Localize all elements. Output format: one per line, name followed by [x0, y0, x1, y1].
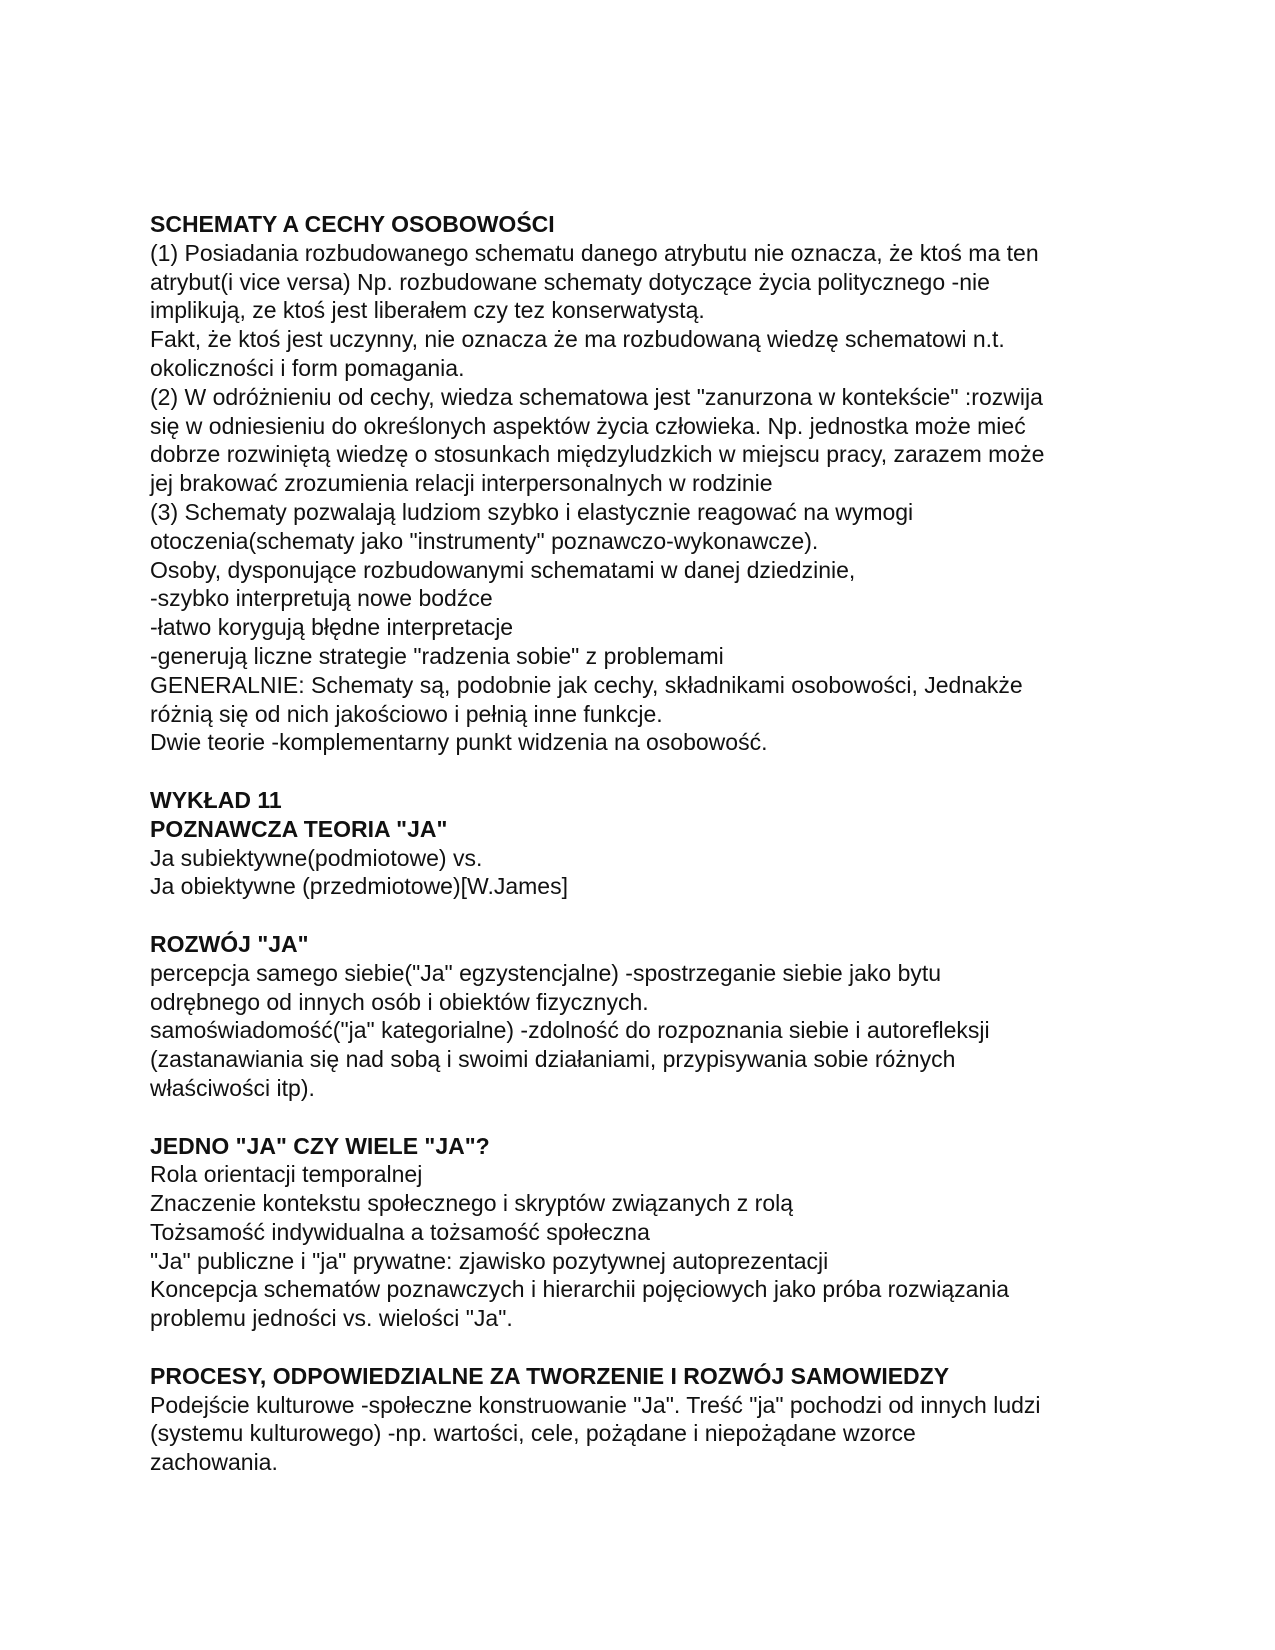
text-line: dobrze rozwiniętą wiedzę o stosunkach międzyludzkich w miejscu pracy, zarazem może	[150, 441, 1045, 468]
section-heading: ROZWÓJ "JA"	[150, 930, 309, 957]
section-heading: SCHEMATY A CECHY OSOBOWOŚCI	[150, 211, 555, 237]
text-line: (1) Posiadania rozbudowanego schematu danego atrybutu nie oznacza, że ktoś ma ten	[150, 239, 1039, 266]
lecture-heading: WYKŁAD 11	[150, 786, 282, 813]
section-schematy-a-cechy	[150, 210, 1150, 757]
text-line: problemu jedności vs. wielości "Ja".	[150, 1305, 513, 1332]
paragraph-gap	[150, 757, 1150, 786]
text-line: Podejście kulturowe -społeczne konstruowanie "Ja". Treść "ja" pochodzi od innych ludzi	[150, 1391, 1041, 1418]
text-line: -łatwo korygują błędne interpretacje	[150, 614, 514, 641]
paragraph-gap	[150, 1103, 1150, 1132]
text-line: -szybko interpretują nowe bodźce	[150, 585, 493, 612]
document-page	[150, 210, 1150, 1477]
text-line: (zastanawiania się nad sobą i swoimi działaniami, przypisywania sobie różnych	[150, 1046, 956, 1073]
text-line: Rola orientacji temporalnej	[150, 1161, 423, 1188]
text-line: Znaczenie kontekstu społecznego i skryptów związanych z rolą	[150, 1190, 794, 1217]
text-line: Tożsamość indywidualna a tożsamość społeczna	[150, 1218, 650, 1245]
text-line: Osoby, dysponujące rozbudowanymi schematami w danej dziedzinie,	[150, 556, 856, 583]
text-line: (3) Schematy pozwalają ludziom szybko i elastycznie reagować na wymogi	[150, 498, 914, 525]
text-line: samoświadomość("ja" kategorialne) -zdolność do rozpoznania siebie i autorefleksji	[150, 1017, 990, 1044]
text-line: zachowania.	[150, 1449, 278, 1476]
section-heading: PROCESY, ODPOWIEDZIALNE ZA TWORZENIE I ROZWÓJ SAMOWIEDZY	[150, 1362, 950, 1389]
text-line: Dwie teorie -komplementarny punkt widzenia na osobowość.	[150, 729, 768, 756]
text-line: implikują, ze ktoś jest liberałem czy tez konserwatystą.	[150, 297, 705, 324]
text-line: odrębnego od innych osób i obiektów fizycznych.	[150, 988, 649, 1015]
section-wyklad-11	[150, 786, 1150, 901]
text-line: Ja subiektywne(podmiotowe) vs.	[150, 844, 483, 871]
text-line: okoliczności i form pomagania.	[150, 354, 465, 381]
text-line: różnią się od nich jakościowo i pełnią inne funkcje.	[150, 700, 663, 727]
text-line: atrybut(i vice versa) Np. rozbudowane schematy dotyczące życia politycznego -nie	[150, 268, 990, 295]
text-line: otoczenia(schematy jako "instrumenty" poznawczo-wykonawcze).	[150, 527, 819, 554]
text-line: Fakt, że ktoś jest uczynny, nie oznacza że ma rozbudowaną wiedzę schematowi n.t.	[150, 326, 1005, 353]
text-line: (systemu kulturowego) -np. wartości, cele, pożądane i niepożądane wzorce	[150, 1420, 916, 1447]
paragraph-gap	[150, 1333, 1150, 1362]
text-line: Ja obiektywne (przedmiotowe)[W.James]	[150, 873, 568, 900]
text-line: jej brakować zrozumienia relacji interpersonalnych w rodzinie	[150, 470, 773, 497]
text-line: GENERALNIE: Schematy są, podobnie jak cechy, składnikami osobowości, Jednakże	[150, 671, 1023, 698]
section-procesy	[150, 1362, 1150, 1477]
section-jedno-ja	[150, 1132, 1150, 1334]
paragraph-gap	[150, 901, 1150, 930]
text-line: -generują liczne strategie "radzenia sobie" z problemami	[150, 642, 724, 669]
section-rozwoj-ja	[150, 930, 1150, 1103]
text-line: właściwości itp).	[150, 1074, 315, 1101]
text-line: percepcja samego siebie("Ja" egzystencjalne) -spostrzeganie siebie jako bytu	[150, 959, 942, 986]
text-line: się w odniesieniu do określonych aspektów życia człowieka. Np. jednostka może mieć	[150, 412, 1026, 439]
text-line: Koncepcja schematów poznawczych i hierarchii pojęciowych jako próba rozwiązania	[150, 1276, 1010, 1303]
section-heading: POZNAWCZA TEORIA "JA"	[150, 815, 448, 842]
section-heading: JEDNO "JA" CZY WIELE "JA"?	[150, 1132, 490, 1159]
text-line: (2) W odróżnieniu od cechy, wiedza schematowa jest "zanurzona w kontekście" :rozwija	[150, 383, 1043, 410]
text-line: "Ja" publiczne i "ja" prywatne: zjawisko pozytywnej autoprezentacji	[150, 1247, 829, 1274]
